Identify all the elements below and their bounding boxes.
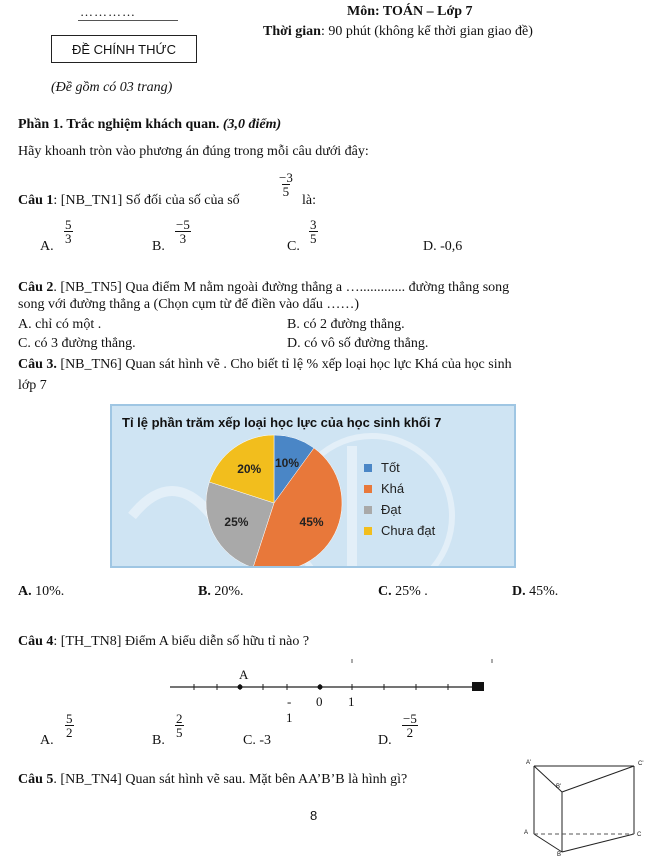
q3-opt-a-value: 10%. (31, 584, 65, 599)
q3-opt-a[interactable] (18, 584, 64, 600)
prism-label-a-prime: A' (526, 760, 532, 766)
q2-opt-d[interactable]: D. có vô số đường thẳng. (287, 336, 429, 351)
q3-opt-c-letter: C. (378, 584, 392, 599)
pie-data-label-0: 10% (275, 455, 300, 470)
q1-opt-a-frac (64, 218, 73, 245)
q1-fraction (278, 171, 294, 198)
legend-item-tot (364, 460, 400, 475)
q1-opt-a-label[interactable]: A. (40, 239, 54, 254)
pie-data-label-2: 25% (224, 515, 249, 530)
pie-data-label-1: 45% (299, 515, 324, 530)
q1-a-den: 3 (65, 231, 72, 246)
page-count-note: (Đề gồm có 03 trang) (51, 80, 173, 95)
subject-title: Môn: TOÁN – Lớp 7 (347, 4, 473, 19)
q1-opt-d[interactable]: D. -0,6 (423, 239, 463, 254)
q1-opt-b-label[interactable]: B. (152, 239, 165, 254)
q3-label: Câu 3. (18, 357, 57, 372)
q2-opt-a[interactable]: A. chỉ có một . (18, 317, 102, 332)
legend-swatch-dat (364, 506, 372, 514)
q4-text: : [TH_TN8] Điểm A biểu diễn số hữu tỉ nào ? (53, 634, 310, 649)
tick-1-label: 1 (348, 694, 355, 709)
legend-label-chua-dat: Chưa đạt (381, 523, 436, 538)
q1-a-num: 5 (65, 217, 72, 232)
part1-title: Phần 1. Trắc nghiệm khách quan. (18, 117, 220, 132)
tick-1b-label: 1 (286, 710, 293, 725)
legend-label-dat: Đạt (381, 502, 402, 517)
q5-label: Câu 5 (18, 772, 54, 787)
official-exam-box (51, 35, 197, 63)
q3-opt-d-letter: D. (512, 584, 526, 599)
q3-opt-b[interactable] (198, 584, 244, 600)
exam-time (263, 24, 533, 40)
q1-b-den: 3 (179, 231, 187, 246)
q1-tail: là: (302, 193, 316, 208)
q4-a-num: 5 (66, 711, 73, 726)
point-a-dot (238, 685, 243, 690)
q5-text: . [NB_TN4] Quan sát hình vẽ sau. Mặt bên AA’B’B là hình gì? (53, 772, 408, 787)
time-label: Thời gian (263, 24, 321, 39)
q3-text-1: [NB_TN6] Quan sát hình vẽ . Cho biết tỉ lệ % xếp loại học lực Khá của học sinh (56, 357, 512, 372)
q1-opt-b-frac (175, 218, 191, 245)
prism-label-b: B (557, 852, 562, 858)
q4-label: Câu 4 (18, 634, 54, 649)
time-value: : 90 phút (không kể thời gian giao đề) (320, 24, 533, 39)
pie-chart (112, 406, 516, 568)
q1-stem (18, 193, 240, 209)
q5-stem (18, 772, 407, 788)
q4-opt-a-frac (65, 712, 74, 739)
legend-swatch-tot (364, 464, 372, 472)
q3-opt-b-letter: B. (198, 584, 211, 599)
q1-frac-num: −3 (279, 170, 293, 185)
chart-title: Tỉ lệ phần trăm xếp loại học lực của học sinh khối 7 (122, 415, 442, 430)
origin-dot (318, 685, 323, 690)
q4-b-den: 5 (176, 725, 183, 740)
official-box-label: ĐỀ CHÍNH THỨC (71, 41, 177, 57)
q2-label: Câu 2 (18, 280, 54, 295)
legend-label-tot: Tốt (381, 460, 400, 475)
part1-points: (3,0 điểm) (222, 117, 282, 132)
q2-line1 (18, 280, 509, 296)
page-number: 8 (310, 808, 318, 823)
prism-label-c: C (637, 832, 642, 838)
point-a-label: A (239, 667, 249, 682)
q4-stem (18, 634, 309, 650)
legend-swatch-chua-dat (364, 527, 372, 535)
pie-data-label-3: 20% (237, 461, 262, 476)
q1-label: Câu 1 (18, 193, 54, 208)
number-line (0, 655, 662, 715)
q4-d-num: −5 (403, 711, 417, 726)
q1-opt-c-label[interactable]: C. (287, 239, 300, 254)
q2-opt-b[interactable]: B. có 2 đường thẳng. (287, 317, 405, 332)
q2-line2: song với đường thẳng a (Chọn cụm từ để điền vào dấu ……) (18, 297, 360, 312)
q4-opt-b-frac (175, 712, 184, 739)
q4-b-num: 2 (176, 711, 183, 726)
legend-item-kha (364, 481, 404, 496)
q3-line2: lớp 7 (18, 378, 47, 393)
q4-opt-d-frac (402, 712, 418, 739)
q4-opt-b-label[interactable]: B. (152, 733, 165, 748)
q3-opt-c-value: 25% . (391, 584, 428, 599)
prism-figure (522, 762, 652, 862)
q4-d-den: 2 (406, 725, 414, 740)
q4-opt-d-label[interactable]: D. (378, 733, 392, 748)
q1-c-den: 5 (310, 231, 317, 246)
legend-swatch-kha (364, 485, 372, 493)
q1-opt-c-frac (309, 218, 318, 245)
header-dots: ………… (80, 4, 136, 19)
q3-opt-b-value: 20%. (210, 584, 244, 599)
header-dots-underline (78, 20, 178, 21)
q4-opt-c[interactable]: C. -3 (243, 733, 271, 748)
part1-instruction: Hãy khoanh tròn vào phương án đúng trong mỗi câu dưới đây: (18, 144, 369, 159)
q2-text-1: . [NB_TN5] Qua điểm M nằm ngoài đường thẳng a …............. đường thẳng song (53, 280, 510, 295)
q3-line1 (18, 357, 512, 373)
q3-opt-d-value: 45%. (525, 584, 559, 599)
legend-item-dat (364, 502, 401, 517)
pie-chart-figure (110, 404, 516, 568)
q1-text: : [NB_TN1] Số đối của số của số (53, 193, 240, 208)
number-line-arrow (472, 682, 484, 691)
prism-label-c-prime: C' (638, 761, 644, 767)
legend-label-kha: Khá (381, 481, 405, 496)
legend-item-chua-dat (364, 523, 435, 538)
part1-heading (18, 117, 281, 133)
tick-minus-label: - (287, 694, 292, 709)
q1-frac-den: 5 (282, 184, 290, 199)
q1-c-num: 3 (310, 217, 317, 232)
q3-opt-c[interactable] (378, 584, 428, 600)
prism-label-a: A (524, 830, 529, 836)
prism-label-b-prime: B' (556, 784, 562, 790)
q4-a-den: 2 (66, 725, 73, 740)
q3-opt-d[interactable] (512, 584, 558, 600)
q3-opt-a-letter: A. (18, 584, 32, 599)
q4-opt-a-label[interactable]: A. (40, 733, 54, 748)
q2-opt-c[interactable]: C. có 3 đường thẳng. (18, 336, 136, 351)
q1-b-num: −5 (176, 217, 190, 232)
tick-0-label: 0 (316, 694, 323, 709)
